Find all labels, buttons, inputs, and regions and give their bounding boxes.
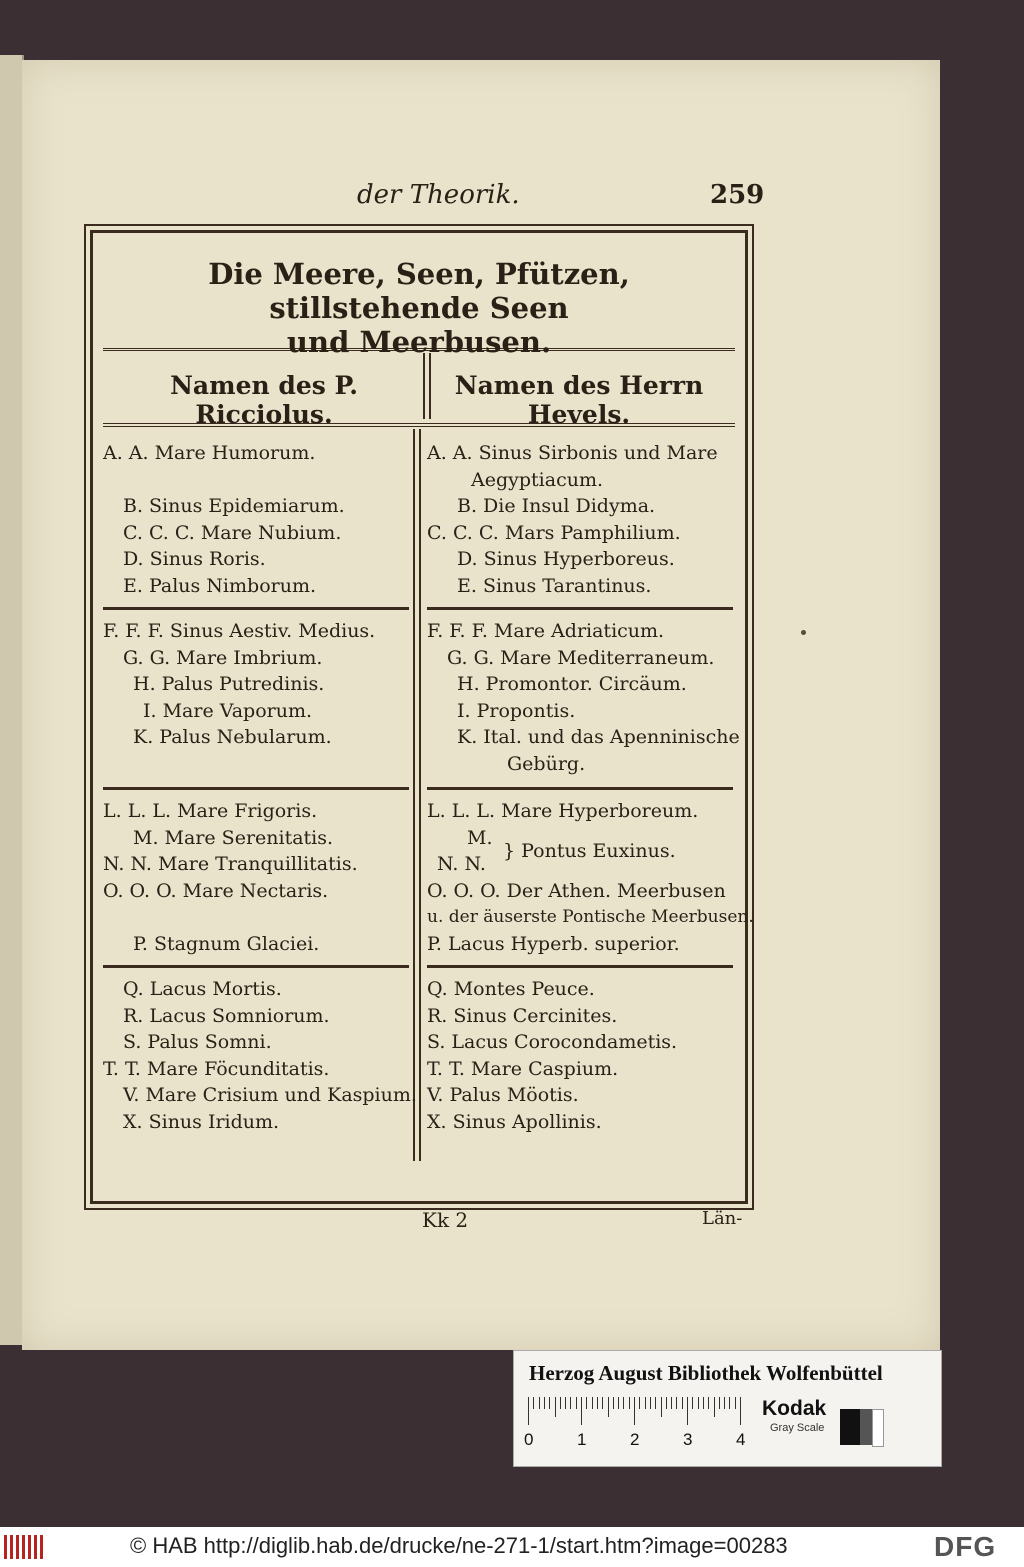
ruler-tick: [608, 1397, 609, 1417]
ruler-tick: [555, 1397, 556, 1417]
table-entry: F. F. F. Mare Adriaticum.: [427, 620, 665, 642]
viewer-footer-bar: [0, 1527, 1024, 1567]
ruler-tick: [719, 1397, 720, 1409]
ruler-number: 1: [577, 1430, 587, 1449]
ruler-tick: [703, 1397, 704, 1409]
table-entry: I. Mare Vaporum.: [143, 699, 313, 722]
table-entry: R. Sinus Cercinites.: [427, 1004, 618, 1027]
library-color-card: [513, 1350, 942, 1467]
catchword: Län-: [702, 1208, 743, 1229]
gray-swatch-black: [840, 1409, 860, 1445]
book-page: [22, 60, 940, 1350]
table-title-line-2: und Meerbusen.: [286, 325, 552, 359]
ruler-number: 3: [683, 1430, 693, 1449]
ruler-tick: [581, 1397, 582, 1425]
table-entry: D. Sinus Hyperboreus.: [457, 548, 675, 570]
seas-table: [90, 230, 754, 1204]
ruler-tick: [528, 1397, 529, 1425]
ruler-tick: [708, 1397, 709, 1409]
table-entry: S. Lacus Corocondametis.: [427, 1031, 678, 1053]
ruler-tick: [724, 1397, 725, 1409]
ruler-tick: [671, 1397, 672, 1409]
table-entry: M.: [467, 826, 493, 849]
table-entry: N. N.: [437, 853, 486, 875]
ruler-tick: [592, 1397, 593, 1409]
group-separator-rule: [103, 787, 409, 790]
table-entry: V. Mare Crisium und Kaspium.: [123, 1084, 417, 1106]
table-entry: T. T. Mare Föcunditatis.: [103, 1057, 330, 1080]
ruler-tick: [714, 1397, 715, 1417]
entry-group: [103, 619, 740, 791]
ruler-tick: [539, 1397, 540, 1409]
group-separator-rule: [103, 965, 409, 968]
ruler-tick: [645, 1397, 646, 1409]
column-header-row: [103, 353, 735, 427]
table-entry: O. O. O. Mare Nectaris.: [103, 879, 329, 902]
scale-ruler: [524, 1397, 748, 1449]
table-entry: K. Palus Nebularum.: [133, 726, 332, 748]
table-entry: E. Sinus Tarantinus.: [457, 574, 652, 597]
ruler-tick: [560, 1397, 561, 1409]
ruler-number: 0: [524, 1430, 534, 1449]
table-entry: X. Sinus Apollinis.: [427, 1110, 602, 1133]
running-title: der Theorik.: [357, 180, 520, 210]
table-entry: M. Mare Serenitatis.: [133, 826, 334, 849]
table-entry: Aegyptiacum.: [471, 468, 603, 491]
table-entry: C. C. C. Mare Nubium.: [123, 521, 342, 544]
copyright-url[interactable]: © HAB http://diglib.hab.de/drucke/ne-271-1/start.htm?image=00283: [130, 1533, 788, 1558]
ruler-tick: [576, 1397, 577, 1409]
table-entry: L. L. L. Mare Frigoris.: [103, 800, 318, 822]
table-entry: Q. Lacus Mortis.: [123, 978, 282, 1000]
table-entry: Gebürg.: [507, 752, 586, 775]
ruler-tick: [687, 1397, 688, 1425]
ruler-tick: [602, 1397, 603, 1409]
ruler-tick: [597, 1397, 598, 1409]
entry-group: [103, 977, 735, 1161]
gray-swatch-white: [872, 1409, 884, 1447]
group-separator-rule: [427, 787, 733, 790]
ruler-tick: [549, 1397, 550, 1409]
hab-logo-icon: [4, 1535, 48, 1559]
group-separator-rule: [427, 965, 733, 968]
table-title: [103, 241, 735, 359]
page-number: 259: [710, 180, 765, 210]
ruler-tick: [666, 1397, 667, 1409]
table-entry: N. N. Mare Tranquillitatis.: [103, 853, 358, 875]
table-entry: C. C. C. Mars Pamphilium.: [427, 521, 681, 544]
ruler-tick: [682, 1397, 683, 1409]
library-name: Herzog August Bibliothek Wolfenbüttel: [529, 1361, 883, 1385]
ruler-tick: [735, 1397, 736, 1409]
table-entry: F. F. F. Sinus Aestiv. Medius.: [103, 620, 376, 642]
gray-scale-label: Gray Scale: [770, 1422, 825, 1434]
table-entry: V. Palus Möotis.: [427, 1084, 579, 1106]
ruler-tick: [740, 1397, 741, 1425]
ruler-tick: [533, 1397, 534, 1409]
column-header-riccioli: Namen des P. Ricciolus.: [170, 371, 358, 429]
ink-spot: [801, 630, 806, 635]
table-entry: X. Sinus Iridum.: [123, 1110, 280, 1133]
table-entry: B. Sinus Epidemiarum.: [123, 495, 345, 517]
table-entry: E. Palus Nimborum.: [123, 574, 317, 597]
dfg-logo: DFG: [934, 1531, 997, 1562]
ruler-tick: [676, 1397, 677, 1409]
table-body: [103, 429, 754, 1161]
table-entry: I. Propontis.: [457, 699, 576, 722]
table-entry: T. T. Mare Caspium.: [427, 1057, 619, 1080]
ruler-tick: [586, 1397, 587, 1409]
facing-page-edge: [0, 55, 24, 1345]
ruler-tick: [570, 1397, 571, 1409]
table-entry: u. der äuserste Pontische Meerbusen.: [427, 907, 754, 927]
ruler-tick: [661, 1397, 662, 1417]
table-entry: S. Palus Somni.: [123, 1031, 272, 1053]
group-separator-rule: [103, 607, 409, 610]
ruler-tick: [565, 1397, 566, 1409]
entry-group: [103, 799, 754, 969]
ruler-number: 4: [736, 1430, 746, 1449]
table-entry: G. G. Mare Mediterraneum.: [447, 646, 715, 669]
ruler-tick: [639, 1397, 640, 1409]
ruler-tick: [613, 1397, 614, 1409]
table-entry: R. Lacus Somniorum.: [123, 1004, 330, 1027]
ruler-tick: [618, 1397, 619, 1409]
signature-mark: Kk 2: [422, 1208, 469, 1232]
ruler-tick: [544, 1397, 545, 1409]
table-entry: P. Lacus Hyperb. superior.: [427, 932, 680, 955]
table-entry: A. A. Mare Humorum.: [103, 442, 316, 464]
table-title-line-1: Die Meere, Seen, Pfützen, stillstehende Seen: [208, 257, 630, 325]
ruler-tick: [655, 1397, 656, 1409]
group-separator-rule: [427, 607, 733, 610]
ruler-tick: [629, 1397, 630, 1409]
ruler-tick: [650, 1397, 651, 1409]
ruler-tick: [729, 1397, 730, 1409]
table-entry: D. Sinus Roris.: [123, 548, 266, 570]
ruler-number: 2: [630, 1430, 640, 1449]
ruler-tick: [634, 1397, 635, 1425]
table-entry: B. Die Insul Didyma.: [457, 495, 656, 517]
table-entry: Q. Montes Peuce.: [427, 978, 595, 1000]
kodak-logo: Kodak: [762, 1397, 827, 1420]
table-entry: P. Stagnum Glaciei.: [133, 932, 320, 955]
table-entry: H. Palus Putredinis.: [133, 673, 325, 695]
ruler-tick: [692, 1397, 693, 1409]
entry-group: [103, 441, 735, 611]
table-entry: G. G. Mare Imbrium.: [123, 646, 323, 669]
bracket-entry: } Pontus Euxinus.: [503, 839, 676, 862]
table-entry: K. Ital. und das Apenninische: [457, 726, 740, 748]
gray-swatch-mid: [860, 1409, 872, 1445]
table-entry: L. L. L. Mare Hyperboreum.: [427, 800, 699, 822]
page-header: [22, 180, 940, 230]
table-entry: O. O. O. Der Athen. Meerbusen: [427, 879, 726, 902]
ruler-tick: [698, 1397, 699, 1409]
table-entry: A. A. Sinus Sirbonis und Mare: [427, 442, 718, 464]
column-header-hevel: Namen des Herrn Hevels.: [454, 371, 704, 429]
ruler-tick: [623, 1397, 624, 1409]
table-entry: H. Promontor. Circäum.: [457, 673, 687, 695]
